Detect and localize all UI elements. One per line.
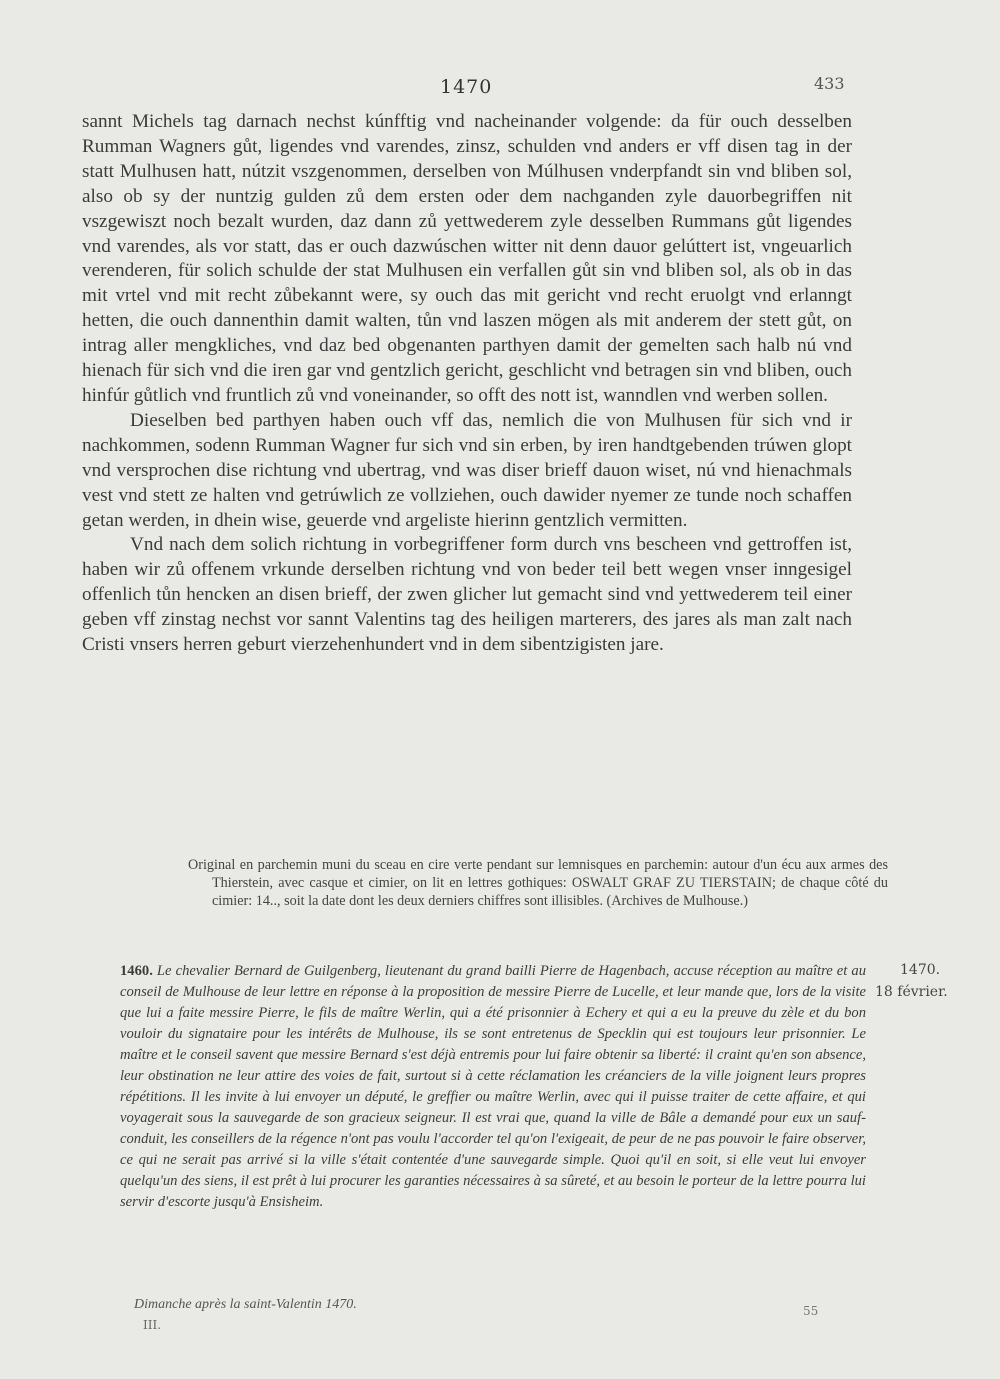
regest-text: Le chevalier Bernard de Guilgenberg, lieutenant du grand bailli Pierre de Hagenbach, accuse réception au maître et au conseil de Mulhouse de leur lettre en réponse à la proposition de messire Pierre de Lucelle, et leur mande que, lors de la visite que lui a faite messire Pierre, le fils de maître Werlin, qui a été prisonnier à Echery et qui a eu la preuve du zèle et du bon vouloir du signataire pour les intérêts de Mulhouse, ils se sont entretenus de Specklin qui est toujours leur prisonnier. Le maître et le conseil savent que messire Bernard s'est déjà entremis pour lui faire obtenir sa liberté: il craint qu'en son absence, leur obstination ne leur attire des voies de fait, surtout si à cette réclamation les créanciers de la ville joignent leurs propres répétitions. Il les invite à lui envoyer un député, le greffier ou maître Werlin, avec qui il puisse traiter de cette affaire, et qui voyagerait sous la sauvegarde de son gracieux seigneur. Il est vrai que, quand la ville de Bâle a demandé pour eux un sauf-conduit, les conseillers de la régence n'ont pas voulu l'accorder tel qu'on l'exigeait, de peur de ne pas pouvoir le faire observer, ce qui ne serait pas arrivé si la ville s'était contentée d'une sauvegarde simple. Quoi qu'il en soit, si elle veut lui envoyer quelqu'un des siens, il est prêt à lui procurer les garanties nécessaires à sa sûreté, et au besoin le porteur de la lettre pourra lui servir d'escorte jusqu'à Ensisheim.	[120, 963, 866, 1210]
page-number: 433	[814, 74, 845, 93]
charter-paragraph-3: Vnd nach dem solich richtung in vorbegriffener form durch vns bescheen vnd gettroffen ist, haben wir zů offenem vrkunde derselben richtung vnd von beder teil bett wegen vnser inngesigel offenlich tůn hencken an disen brieff, der zwen glicher lut gemacht sind vnd yettwederem teil einer geben vff zinstag nechst vor sannt Valentins tag des heiligen marterers, des jares als man zalt nach Cristi vnsers herren geburt vierzehenhundert vnd in dem sibentzigisten jare.	[82, 534, 852, 656]
printer-signature: 55	[803, 1304, 819, 1318]
source-note: Original en parchemin muni du sceau en cire verte pendant sur lemnisques en parchemin: autour d'un écu aux armes des Thierstein, avec casque et cimier, on lit en lettres gothiques: OSWALT GRAF ZU TIERSTAIN; de chaque côté du cimier: 14.., soit la date dont les deux derniers chiffres sont illisibles. (Archives de Mulhouse.)	[188, 857, 888, 909]
document-date-line: Dimanche après la saint-Valentin 1470.	[134, 1297, 357, 1312]
regest-entry	[120, 961, 866, 1213]
running-header-year: 1470	[440, 76, 493, 98]
charter-paragraph-2: Dieselben bed parthyen haben ouch vff das, nemlich die von Mulhusen für sich vnd ir nachkommen, sodenn Rumman Wagner fur sich vnd sin erben, by iren handtgebenden trúwen glopt vnd versprochen dise richtung vnd ubertrag, vnd was diser brieff dauon wiset, nú vnd hienachmals vest vnd stett ze halten vnd getrúwlich ze vollziehen, ouch dawider nyemer ze tunde noch schaffen getan werden, in dhein wise, geuerde vnd argeliste hierinn gentzlich vermitten.	[82, 409, 852, 531]
regest-number: 1460.	[120, 963, 153, 979]
german-charter-text	[82, 110, 852, 658]
charter-paragraph-1: sannt Michels tag darnach nechst kúnfftig vnd nacheinander volgende: da für ouch desselben Rumman Wagners gůt, ligendes vnd varendes, zinsz, schulden vnd anders er vff disen tag in der statt Mulhusen hatt, nútzit vszgenommen, derselben von Múlhusen vnderpfandt sin vnd bliben sol, also ob sy der nuntzig gulden zů dem ersten oder dem nachganden zyle dauorbegriffen nit vszgewiszt noch bezalt wurden, daz dann zů yettwederem zyle desselben Rummans gůt ligendes vnd varendes, als vor statt, das er ouch dazwúschen witter nit denn dauor gelúttert ist, vngeuarlich verenderen, für solich schulde der stat Mulhusen ein verfallen gůt sin vnd bliben sol, als ob in das mit vrtel vnd mit recht zůbekannt were, sy ouch das mit gericht vnd recht eruolgt vnd erlanngt hetten, die ouch dannenthin damit walten, tůn vnd laszen mögen als mit anderem der stett gůt, on intrag aller mengkliches, vnd daz bed obgenanten parthyen damit der gemelten sach halb nú vnd hienach für sich vnd die iren gar vnd gentzlich gericht, geschlicht vnd betragen sin vnd bliben, ouch hinfúr gůtlich vnd fruntlich zů vnd voneinander, so offt des nott ist, wanndlen vnd werben sollen.	[82, 111, 852, 406]
margin-date: 18 février.	[875, 984, 948, 1000]
margin-year: 1470.	[900, 962, 941, 978]
volume-number: III.	[143, 1318, 162, 1332]
